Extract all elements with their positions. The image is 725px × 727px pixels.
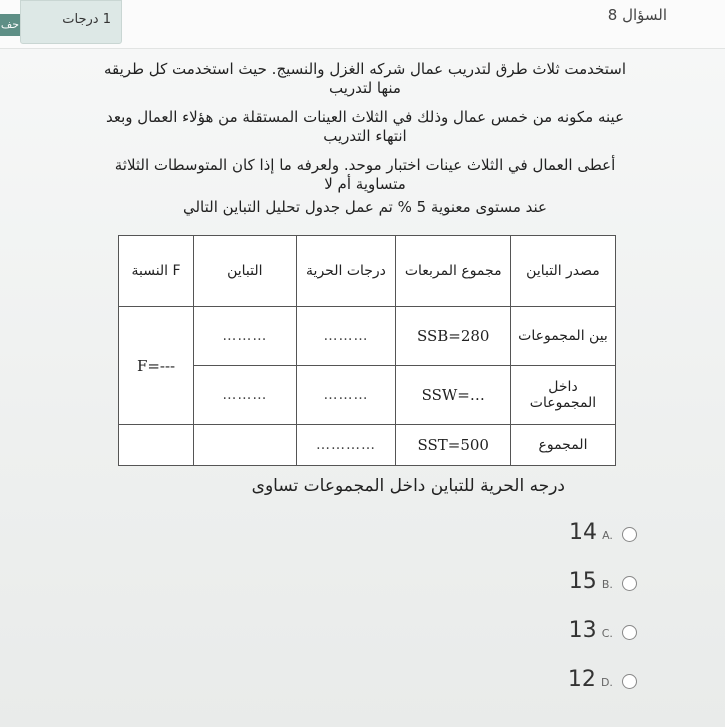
grade-text: 1 درجات xyxy=(62,12,111,27)
option-letter: D. xyxy=(600,676,613,689)
radio-button[interactable] xyxy=(622,625,637,640)
option-a[interactable] xyxy=(477,520,637,546)
option-letter: A. xyxy=(602,529,613,542)
question-number xyxy=(602,6,667,24)
table-row xyxy=(119,425,616,466)
grade-box xyxy=(20,0,122,44)
row-source: داخل المجموعات xyxy=(510,366,615,425)
radio-button[interactable] xyxy=(622,527,637,542)
option-value: 13 xyxy=(568,618,597,643)
question-line: عينه مكونه من خمس عمال وذلك في الثلاث العينات المستقلة من هؤلاء العمال وبعد انتهاء التدريب xyxy=(105,108,625,145)
sub-question: درجه الحرية للتباين داخل المجموعات تساوى xyxy=(251,476,565,496)
row-df: ……… xyxy=(296,366,396,425)
table-row xyxy=(119,307,616,366)
f-value-cell: F=--- xyxy=(119,307,194,425)
row-source: بين المجموعات xyxy=(510,307,615,366)
question-label: السؤال xyxy=(622,6,667,24)
table-row xyxy=(119,366,616,425)
question-line: أعطى العمال في الثلاث عينات اختبار موحد. ولعرفه ما إذا كان المتوسطات الثلاثة متساوية أم لا xyxy=(114,156,616,193)
question-line: عند مستوى معنوية 5 % تم عمل جدول تحليل التباين التالي xyxy=(182,198,548,216)
row-ss: SSB=280 xyxy=(396,307,511,366)
header-f-ratio: F النسبة xyxy=(119,236,194,307)
option-value: 14 xyxy=(568,520,597,545)
flag-question-button[interactable] xyxy=(0,14,20,36)
question-number-value: 8 xyxy=(607,6,618,24)
row-ms: ……… xyxy=(194,307,296,366)
question-text xyxy=(95,60,635,227)
table-header-row xyxy=(119,236,616,307)
option-letter: B. xyxy=(601,578,613,591)
row-df: ………… xyxy=(296,425,396,466)
row-df: ……… xyxy=(296,307,396,366)
row-ss: SST=500 xyxy=(396,425,511,466)
anova-table xyxy=(118,235,616,466)
question-header xyxy=(0,0,725,49)
option-d[interactable] xyxy=(477,667,637,693)
row-ms xyxy=(194,425,296,466)
radio-button[interactable] xyxy=(622,674,637,689)
option-value: 12 xyxy=(567,667,596,692)
row-source: المجموع xyxy=(510,425,615,466)
option-b[interactable] xyxy=(477,569,637,595)
header-sum-squares: مجموع المربعات xyxy=(396,236,511,307)
empty-cell xyxy=(119,425,194,466)
header-variance: التباين xyxy=(194,236,296,307)
row-ms: ……… xyxy=(194,366,296,425)
row-ss: SSW=… xyxy=(396,366,511,425)
flag-label: حف xyxy=(0,18,20,31)
radio-button[interactable] xyxy=(622,576,637,591)
option-c[interactable] xyxy=(477,618,637,644)
option-value: 15 xyxy=(568,569,597,594)
question-line: استخدمت ثلاث طرق لتدريب عمال شركه الغزل والنسيج. حيث استخدمت كل طريقه منها لتدريب xyxy=(103,60,626,97)
header-df: درجات الحرية xyxy=(296,236,396,307)
header-source: مصدر التباين xyxy=(510,236,615,307)
option-letter: C. xyxy=(601,627,613,640)
